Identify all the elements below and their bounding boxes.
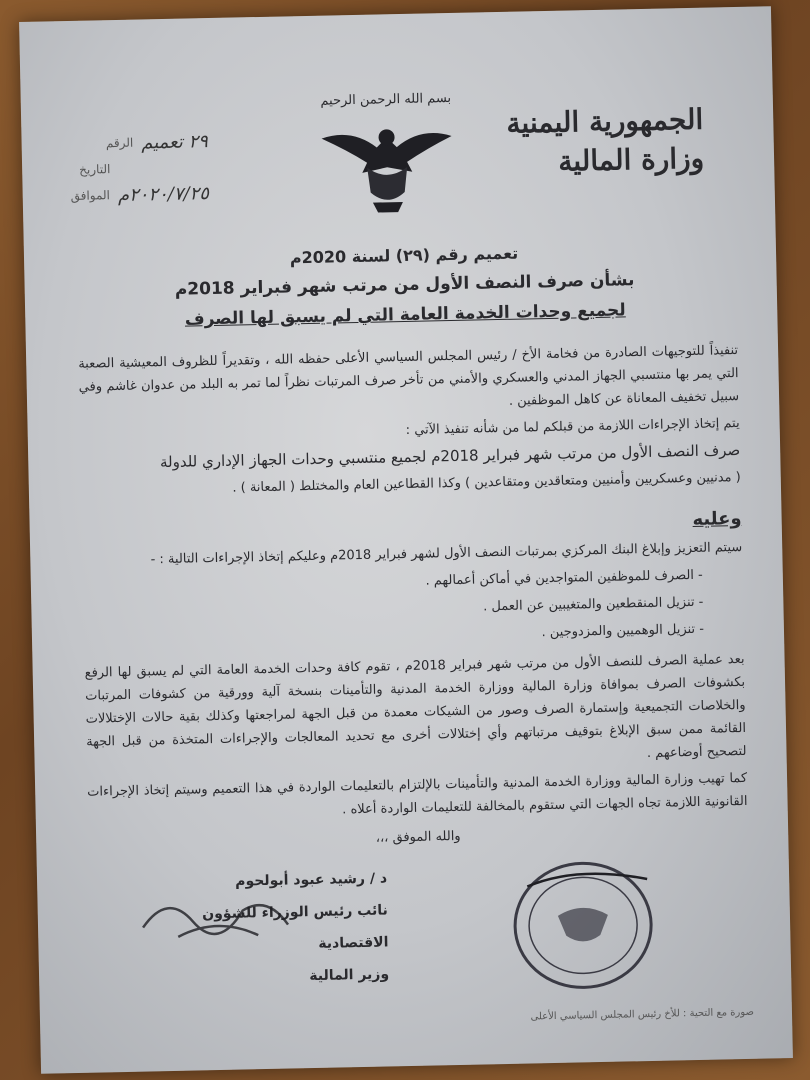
letter-body <box>78 339 748 856</box>
signatory-name: د / رشيد عبود أبولحوم <box>235 870 388 890</box>
basmala: بسم الله الرحمن الرحيم <box>320 90 452 109</box>
circular-subject: بشأن صرف النصف الأول من مرتب شهر فبراير 2018م <box>174 270 635 300</box>
document-meta <box>69 128 209 209</box>
yemen-emblem <box>311 91 464 223</box>
number-label: الرقم <box>105 135 134 151</box>
date-value: ٢٠٢٠/٧/٢٥م <box>117 182 210 206</box>
signatory-ministry: وزير المالية <box>309 966 390 985</box>
instruction-line: يتم إتخاذ الإجراءات اللازمة من قبلكم لما من شأنه تنفيذ الآتي : <box>405 415 740 438</box>
intro-paragraph: تنفيذاً للتوجيهات الصادرة من فخامة الأخ / رئيس المجلس السياسي الأعلى حفظه الله ، وتقديراً للظروف المعيشية الصعبة التي يمر بها منتسبي الجهاز المدني والعسكري والأمني من تأخر صرف المرتبات نظراً لما تمر به البلد من عدوان غاشم وفي سبيل تخفيف المعاناة عن كاهل الموظفين . <box>78 343 740 409</box>
number-value: ٢٩ تعميم <box>141 130 209 153</box>
circular-target: لجميع وحدات الخدمة العامة التي لم يسبق لها الصرف <box>184 300 626 330</box>
republic-name: الجمهورية اليمنية <box>506 102 704 140</box>
circular-number-title: تعميم رقم (٢٩) لسنة 2020م <box>289 243 519 268</box>
closing-line: والله الموفق ،،، <box>375 828 461 846</box>
procedures-intro: سيتم التعزيز وإبلاغ البنك المركزي بمرتبات النصف الأول لشهر فبراير 2018م وعليكم إتخاذ الإجراءات التالية : - <box>150 539 743 568</box>
accordingly-heading: وعليه <box>692 507 742 530</box>
circular-titles <box>84 239 726 331</box>
list-item: - الصرف للموظفين المتواجدين في أماكن أعمالهم . <box>83 564 703 600</box>
beneficiaries-paragraph: ( مدنيين وعسكريين وأمنيين ومتعاقدين ومتقاعدين ) وكذا القطاعين العام والمختلط ( المعانة ) . <box>232 469 741 496</box>
payment-paragraph: صرف النصف الأول من مرتب شهر فبراير 2018م لجميع منتسبي وحدات الجهاز الإداري للدولة <box>159 440 741 472</box>
reporting-paragraph: بعد عملية الصرف للنصف الأول من مرتب شهر فبراير 2018م ، تقوم كافة وحدات الخدمة العامة التي لم يسبق لها الرفع بكشوفات الصرف بموافاة وزارة المالية ووزارة الخدمة المدنية والتأمينات بنسخة آلية وورقية من كشوفات المرتبات والخلاصات التجميعية وإستمارة الصرف وصور من الشيكات معمدة من قبل الجهة لمراجعتها وكذلك بقية حالات الإختلالات القائمة ممن سبق الإبلاغ بتوقيف مرتباتهم وأي إختلالات أخرى مع تحديد المعالجات والإجراءات المتخذة من قبل الجهة لتصحيح أوضاعهم . <box>84 651 747 761</box>
eagle-emblem-icon <box>311 106 463 219</box>
list-item: - تنزيل المنقطعين والمتغيبين عن العمل . <box>83 591 703 627</box>
handwritten-signature-icon <box>137 884 298 947</box>
cc-line: صورة مع التحية : للأخ رئيس المجلس السياسي الأعلى <box>530 1006 755 1023</box>
letter-paper <box>19 6 793 1074</box>
signatory-title: نائب رئيس الوزراء للشؤون الاقتصادية <box>202 902 389 952</box>
signature-block <box>127 862 390 995</box>
list-item: - تنزيل الوهميين والمزدوجين . <box>84 618 704 654</box>
compliance-paragraph: كما تهيب وزارة المالية ووزارة الخدمة المدنية والتأمينات بالإلتزام بالتعليمات الواردة في هذا التعميم وسيتم إتخاذ الإجراءات القانونية اللازمة تجاه الجهات التي ستقوم بالمخالفة للتعليمات الواردة أعلاه . <box>87 770 748 818</box>
corresponding-label: الموافق <box>70 188 111 203</box>
ministry-stamp-icon <box>507 854 660 997</box>
date-label: التاريخ <box>79 162 111 177</box>
ministry-name: وزارة المالية <box>557 141 705 178</box>
procedures-list <box>83 564 704 654</box>
letterhead-republic <box>506 103 704 179</box>
